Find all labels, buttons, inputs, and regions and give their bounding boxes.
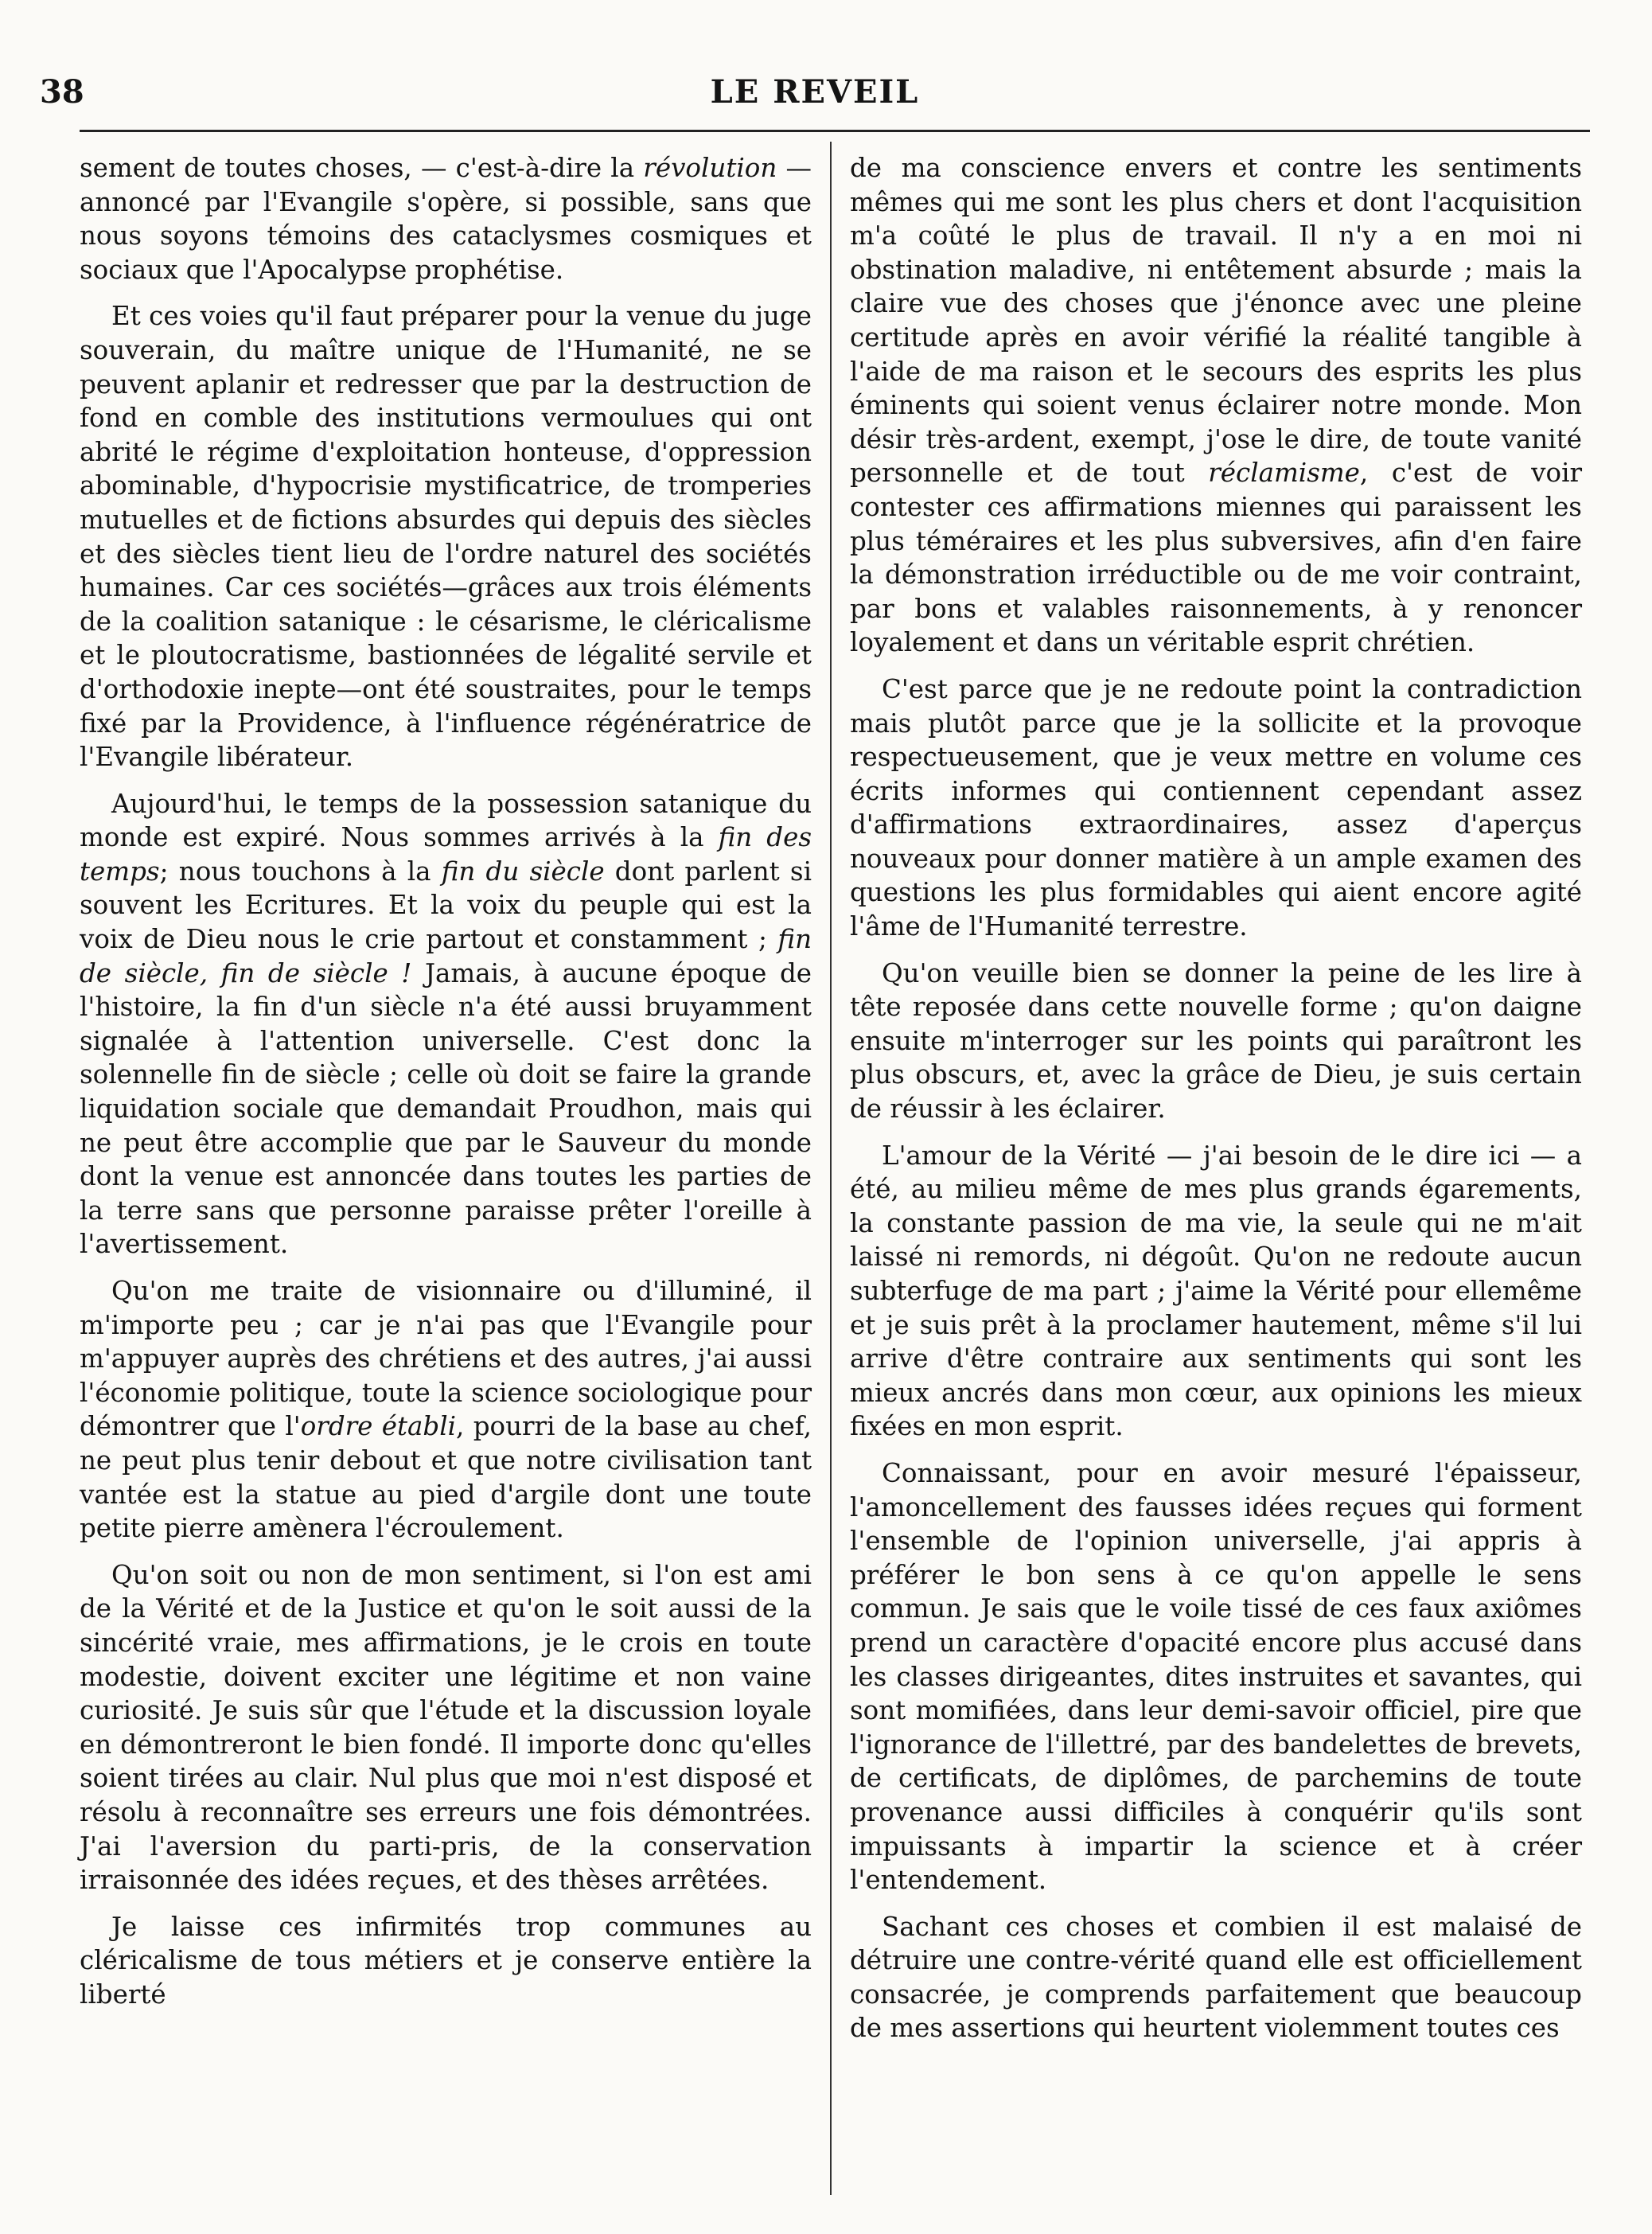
paragraph: de ma conscience envers et contre les sentiments mêmes qui me sont les plus chers et dont l'acquisition m'a coûté le plus de travail. Il n'y a en moi ni obstination maladive, ni entêtement absurde ; mais la claire vue des choses que j'énonce avec une pleine certitude après en avoir vérifié la réalité tangible à l'aide de ma raison et le secours des esprits les plus éminents qui soient venus éclairer notre monde. Mon désir très-ardent, exempt, j'ose le dire, de toute vanité personnelle et de tout réclamisme, c'est de voir contester ces affirmations miennes qui paraissent les plus téméraires et les plus subversives, afin d'en faire la démonstration irréductible ou de me voir contraint, par bons et valables raisonnements, à y renoncer loyalement et dans un véritable esprit chrétien. (850, 153, 1583, 658)
paragraph: Qu'on me traite de visionnaire ou d'illuminé, il m'importe peu ; car je n'ai pas que l'Evangile pour m'appuyer auprès des chrétiens et des autres, j'ai aussi l'économie politique, toute la science sociologique pour démontrer que l'ordre établi, pourri de la base au chef, ne peut plus tenir debout et que notre civilisation tant vantée est la statue au pied d'argile dont une toute petite pierre amènera l'écroulement. (80, 1276, 812, 1544)
paragraph: Sachant ces choses et combien il est malaisé de détruire une contre-vérité quand elle est officiellement consacrée, je comprends parfaitement que beaucoup de mes assertions qui heurtent violemment toutes ces (850, 1911, 1582, 2044)
page-number: 38 (40, 73, 84, 111)
italic-term: révolution (643, 153, 777, 183)
paragraph: Je laisse ces infirmités trop communes au cléricalisme de tous métiers et je conserve entière la liberté (80, 1911, 812, 2010)
italic-term: fin des temps (80, 822, 812, 887)
paragraph: Et ces voies qu'il faut préparer pour la venue du juge souverain, du maître unique de l'Humanité, ne se peuvent aplanir et redresser que par la destruction de fond en comble des institutions vermoulues qui ont abrité le régime d'exploitation honteuse, d'oppression abominable, d'hypocrisie mystificatrice, de tromperies mutuelles et de fictions absurdes qui depuis des siècles et des siècles tient lieu de l'ordre naturel des sociétés humaines. Car ces sociétés—grâces aux trois éléments de la coalition satanique : le césarisme, le cléricalisme et le ploutocratisme, bastionnées de légalité servile et d'orthodoxie inepte—ont été soustraites, pour le temps fixé par la Providence, à l'influence régénératrice de l'Evangile libérateur. (80, 301, 812, 773)
paragraph: sement de toutes choses, — c'est-à-dire la révolution — annoncé par l'Evangile s'opère, si possible, sans que nous soyons témoins des cataclysmes cosmiques et sociaux que l'Apocalypse prophétise. (80, 153, 812, 285)
paragraph: Aujourd'hui, le temps de la possession satanique du monde est expiré. Nous sommes arrivés à la fin des temps; nous touchons à la fin du siècle dont parlent si souvent les Ecritures. Et la voix du peuple qui est la voix de Dieu nous le crie partout et constamment ; fin de siècle, fin de siècle ! Jamais, à aucune époque de l'histoire, la fin d'un siècle n'a été aussi bruyamment signalée à l'attention universelle. C'est donc la solennelle fin de siècle ; celle où doit se faire la grande liquidation sociale que demandait Proudhon, mais qui ne peut être accomplie que par le Sauveur du monde dont la venue est annoncée dans toutes les parties de la terre sans que personne paraisse prêter l'oreille à l'avertissement. (80, 788, 812, 1260)
column-divider (830, 142, 832, 2195)
paragraph: Connaissant, pour en avoir mesuré l'épaisseur, l'amoncellement des fausses idées reçues qui forment l'ensemble de l'opinion universelle, j'ai appris à préférer le bon sens à ce qu'on appelle le sens commun. Je sais que le voile tissé de ces faux axiômes prend un caractère d'opacité encore plus accusé dans les classes dirigeantes, dites instruites et savantes, qui sont momifiées, dans leur demi-savoir officiel, pire que l'ignorance de l'illettré, par des bandelettes de brevets, de certificats, de diplômes, de parchemins de toute provenance aussi difficiles à conquérir qu'ils sont impuissants à impartir la science et à créer l'entendement. (850, 1457, 1582, 1896)
right-column (850, 151, 1582, 2045)
paragraph: Qu'on soit ou non de mon sentiment, si l'on est ami de la Vérité et de la Justice et qu'on le soit aussi de la sincérité vraie, mes affirmations, je le crois en toute modestie, doivent exciter une légitime et non vaine curiosité. Je suis sûr que l'étude et la discussion loyale en démontreront le bien fondé. Il importe donc qu'elles soient tirées au clair. Nul plus que moi n'est disposé et résolu à reconnaître ses erreurs une fois démontrées. J'ai l'aversion du parti-pris, de la conservation irraisonnée des idées reçues, et des thèses arrêtées. (80, 1559, 812, 1896)
paragraph: Qu'on veuille bien se donner la peine de les lire à tête reposée dans cette nouvelle forme ; qu'on daigne ensuite m'interroger sur les points qui paraîtront les plus obscurs, et, avec la grâce de Dieu, je suis certain de réussir à les éclairer. (850, 957, 1582, 1125)
header-rule (80, 130, 1590, 132)
italic-term: ordre établi (300, 1411, 457, 1442)
running-title: LE REVEIL (710, 73, 920, 111)
italic-term: réclamisme (1208, 458, 1360, 489)
paragraph: L'amour de la Vérité — j'ai besoin de le dire ici — a été, au milieu même de mes plus grands égarements, la constante passion de ma vie, la seule qui ne m'ait laissé ni remords, ni dégoût. Qu'on ne redoute aucun subterfuge de ma part ; j'aime la Vérité pour ellemême et je suis prêt à la proclamer hautement, même s'il lui arrive d'être contraire aux sentiments qui sont les mieux ancrés dans mon cœur, aux opinions les mieux fixées en mon esprit. (850, 1140, 1582, 1442)
italic-term: fin de siècle, fin de siècle ! (80, 924, 812, 988)
left-column (80, 151, 812, 2011)
italic-term: fin du siècle (441, 856, 605, 887)
page-header (40, 73, 1590, 121)
paragraph: C'est parce que je ne redoute point la contradiction mais plutôt parce que je la sollicite et la provoque respectueusement, que je veux mettre en volume ces écrits informes qui contiennent cependant assez d'affirmations extraordinaires, assez d'aperçus nouveaux pour donner matière à un ample examen des questions les plus formidables qui aient encore agité l'âme de l'Humanité terrestre. (850, 673, 1582, 942)
